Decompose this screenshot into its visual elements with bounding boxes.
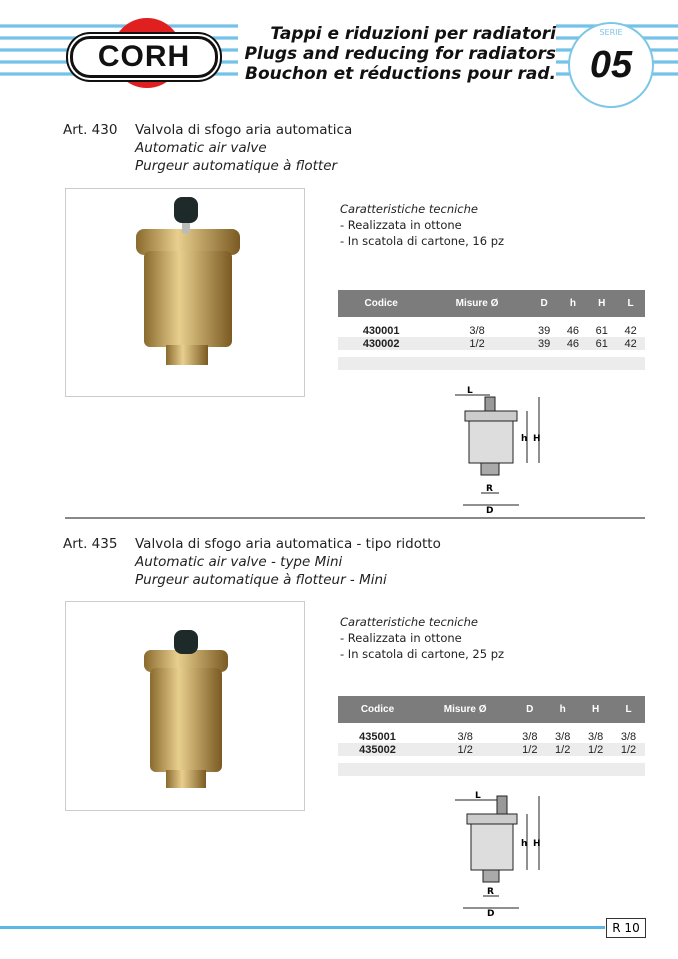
series-number: 05 bbox=[589, 43, 633, 86]
series-label: SERIE bbox=[599, 28, 623, 37]
product-435-table: Codice Misure Ø D h H L 435001 3/8 3/8 3/8 3/8 3/8 435002 1/2 1/2 1/2 1/2 1/2 bbox=[338, 696, 645, 776]
air-valve-image bbox=[66, 189, 304, 396]
product-430-diagram bbox=[445, 383, 555, 513]
svg-text:H: H bbox=[533, 839, 541, 849]
table-row: 430001 3/8 39 46 61 42 bbox=[362, 324, 637, 337]
svg-text:R: R bbox=[487, 887, 494, 897]
name-fr: Purgeur automatique à flotter bbox=[135, 158, 338, 174]
product-430-features bbox=[340, 201, 504, 249]
svg-text:D: D bbox=[487, 909, 495, 918]
svg-text:h: h bbox=[521, 839, 528, 849]
title-fr: Bouchon et réductions pour rad. bbox=[245, 64, 556, 84]
svg-text:h: h bbox=[521, 434, 528, 444]
svg-text:H: H bbox=[533, 434, 541, 444]
name-en: Automatic air valve - type Mini bbox=[135, 554, 343, 570]
feature-item: - In scatola di cartone, 25 pz bbox=[340, 647, 505, 661]
name-fr: Purgeur automatique à flotteur - Mini bbox=[135, 572, 387, 588]
name-it: Valvola di sfogo aria automatica bbox=[135, 122, 353, 138]
features-title: Caratteristiche tecniche bbox=[340, 202, 478, 216]
article-number: Art. 435 bbox=[63, 536, 118, 552]
table-row: 435002 1/2 1/2 1/2 1/2 1/2 bbox=[338, 743, 645, 756]
footer-stripe bbox=[0, 926, 605, 929]
product-430-table: Codice Misure Ø D h H L 430001 3/8 39 46 61 42 430002 1/2 39 46 61 42 bbox=[338, 290, 645, 370]
page-titles bbox=[238, 24, 556, 84]
feature-item: - In scatola di cartone, 16 pz bbox=[340, 234, 505, 248]
title-en: Plugs and reducing for radiators bbox=[244, 44, 556, 64]
svg-text:L: L bbox=[467, 386, 473, 396]
product-435-diagram bbox=[445, 788, 555, 918]
series-badge bbox=[568, 22, 654, 108]
svg-text:D: D bbox=[486, 506, 494, 513]
product-435-photo bbox=[65, 601, 305, 811]
page-number: R 10 bbox=[606, 918, 646, 938]
feature-item: - Realizzata in ottone bbox=[340, 631, 462, 645]
svg-text:L: L bbox=[475, 791, 481, 801]
product-435-features bbox=[340, 614, 504, 662]
table-row: 435001 3/8 3/8 3/8 3/8 3/8 bbox=[359, 730, 637, 743]
article-number: Art. 430 bbox=[63, 122, 118, 138]
mini-air-valve-image bbox=[66, 602, 304, 810]
table-row: 430002 1/2 39 46 61 42 bbox=[338, 337, 645, 350]
feature-item: - Realizzata in ottone bbox=[340, 218, 462, 232]
product-430-photo bbox=[65, 188, 305, 397]
name-it: Valvola di sfogo aria automatica - tipo ridotto bbox=[135, 536, 441, 552]
name-en: Automatic air valve bbox=[135, 140, 267, 156]
svg-text:R: R bbox=[486, 484, 493, 494]
features-title: Caratteristiche tecniche bbox=[340, 615, 478, 629]
section-divider bbox=[65, 517, 645, 519]
brand-logo: CORH bbox=[70, 36, 218, 78]
title-it: Tappi e riduzioni per radiatori bbox=[270, 24, 556, 44]
